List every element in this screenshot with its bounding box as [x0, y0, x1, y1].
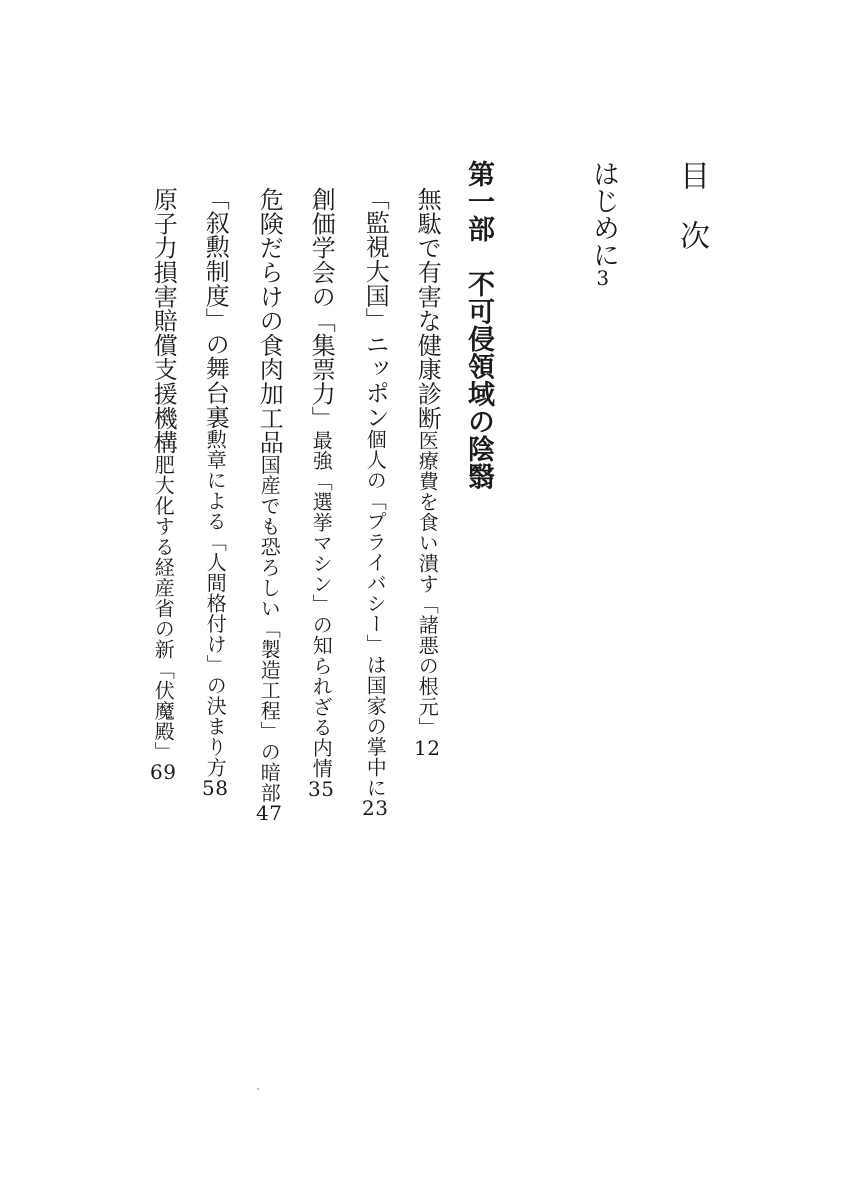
- entry-title: 無駄で有害な健康診断: [413, 187, 442, 430]
- entry-title: 「叙勲制度」の舞台裏: [201, 186, 230, 429]
- toc-entry: [414, 187, 440, 758]
- toc-entry: [150, 187, 176, 782]
- entry-title: 原子力損害賠償支援機構: [149, 187, 178, 455]
- page-number: 69: [150, 759, 177, 784]
- toc-entry-intro: [574, 160, 632, 288]
- page-number: 35: [308, 776, 335, 801]
- page-number: 47: [256, 800, 283, 825]
- toc-entry: [308, 187, 334, 799]
- scan-speck: [257, 1088, 259, 1090]
- toc-entry: [362, 186, 388, 818]
- entry-title: 創価学会の「集票力」: [307, 187, 336, 430]
- entry-subtitle: 最強「選挙マシン」の知られざる内情: [309, 430, 334, 779]
- page-number: 3: [596, 266, 610, 290]
- entry-subtitle: 肥大化する経産省の新「伏魔殿」: [151, 454, 176, 762]
- page-number: 12: [414, 735, 441, 760]
- page-number: 58: [202, 775, 229, 800]
- entry-subtitle: 勲章による「人間格付け」の決まり方: [203, 429, 228, 778]
- part-title: 第一部 不可侵領域の陰翳: [463, 160, 494, 490]
- toc-heading: 目次: [674, 160, 709, 280]
- entry-title: 危険だらけの食肉加工品: [255, 187, 284, 455]
- entry-subtitle: 医療費を食い潰す「諸悪の根元」: [415, 430, 440, 738]
- entry-subtitle: 国産でも恐ろしい「製造工程」の暗部: [257, 454, 282, 803]
- entry-title: 「監視大国」ニッポン: [361, 186, 390, 429]
- page-number: 23: [362, 796, 389, 820]
- entry-title: はじめに: [588, 160, 619, 268]
- entry-subtitle: 個人の「プライバシー」は国家の掌中に: [363, 429, 388, 798]
- toc-entry: [202, 186, 228, 798]
- toc-entry: [256, 187, 282, 823]
